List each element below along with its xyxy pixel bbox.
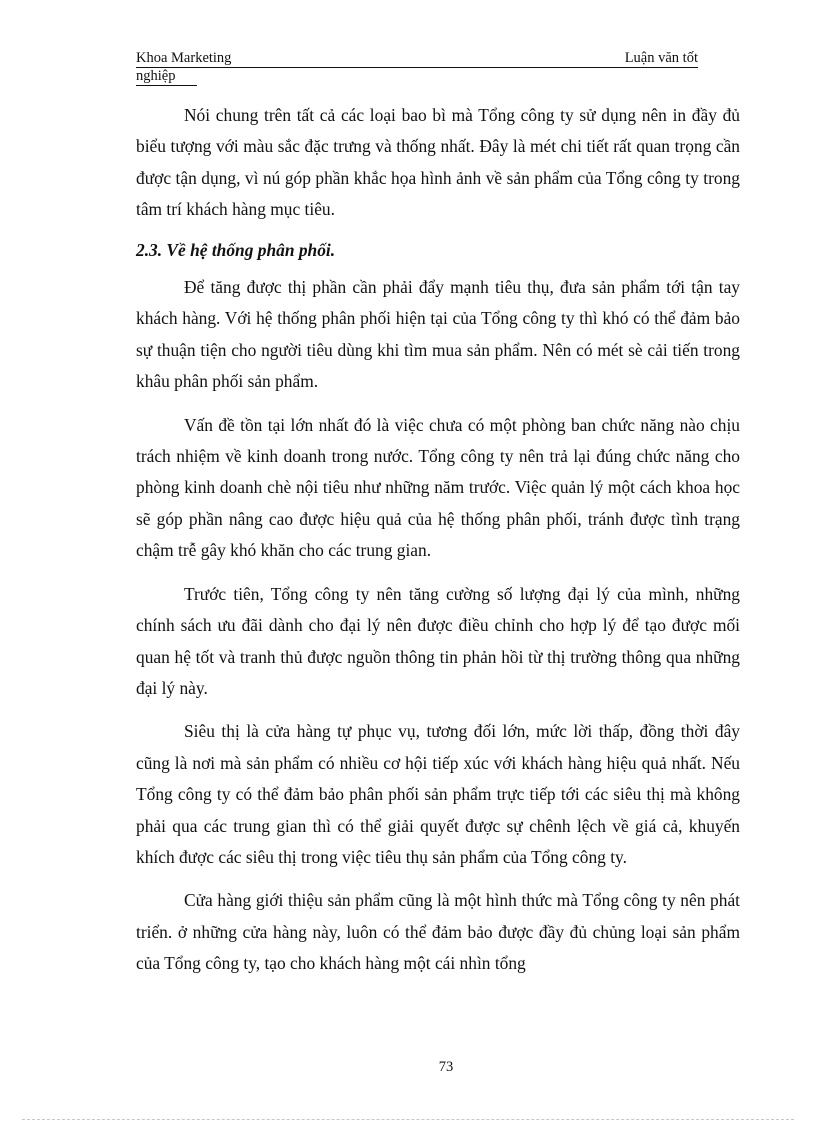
paragraph-supermarkets: Siêu thị là cửa hàng tự phục vụ, tương đối lớn, mức lời thấp, đồng thời đây cũng là nơi mà sản phẩm có nhiều cơ hội tiếp xúc với khách hàng hiệu quả nhất. Nếu Tổng công ty có thể đảm bảo phân phối sản phẩm trực tiếp tới các siêu thị mà không phải qua các trung gian thì có thể giải quyết được sự chênh lệch về giá cả, khuyến khích được các siêu thị trong việc tiêu thụ sản phẩm của Tổng công ty. (136, 721, 740, 867)
paragraph-showrooms: Cửa hàng giới thiệu sản phẩm cũng là một hình thức mà Tổng công ty nên phát triển. ở những cửa hàng này, luôn có thể đảm bảo được đầy đủ chủng loại sản phẩm của Tổng công ty, tạo cho khách hàng một cái nhìn tổng (136, 890, 740, 974)
paragraph-packaging: Nói chung trên tất cả các loại bao bì mà Tổng công ty sử dụng nên in đầy đủ biểu tượng với màu sắc đặc trưng và thống nhất. Đây là mét chi tiết rất quan trọng cần được tận dụng, vì nú góp phần khắc họa hình ảnh về sản phẩm của Tổng công ty trong tâm trí khách hàng mục tiêu. (136, 105, 740, 220)
header-document-type: Luận văn tốt (624, 50, 698, 66)
paragraph-department: Vấn đề tồn tại lớn nhất đó là việc chưa có một phòng ban chức năng nào chịu trách nhiệm về kinh doanh trong nước. Tổng công ty nên trả lại đúng chức năng cho phòng kinh doanh chè nội tiêu như những năm trước. Việc quản lý một cách khoa học sẽ góp phần nâng cao được hiệu quả của hệ thống phân phối, tránh được tình trạng chậm trễ gây khó khăn cho các trung gian. (136, 414, 740, 561)
page-number: 73 (438, 1059, 454, 1075)
header-row (136, 50, 698, 68)
paragraph-agents: Trước tiên, Tổng công ty nên tăng cường số lượng đại lý của mình, những chính sách ưu đãi dành cho đại lý nên được điều chỉnh cho hợp lý để tạo được mối quan hệ tốt và tranh thủ được nguồn thông tin phản hồi từ thị trường thông qua những đại lý này. (136, 583, 740, 698)
paragraph-market-share: Để tăng được thị phần cần phải đẩy mạnh tiêu thụ, đưa sản phẩm tới tận tay khách hàng. Với hệ thống phân phối hiện tại của Tổng công ty thì khó có thể đảm bảo sự thuận tiện cho người tiêu dùng khi tìm mua sản phẩm. Nên có mét sè cải tiến trong khâu phân phối sản phẩm. (136, 277, 740, 392)
page-bottom-border (22, 1119, 794, 1120)
header-faculty: Khoa Marketing (136, 50, 232, 66)
page-header (136, 50, 698, 86)
section-heading: 2.3. Về hệ thống phân phối. (136, 239, 336, 260)
page-body (136, 100, 740, 980)
header-document-type-continuation: nghiệp (136, 68, 197, 86)
